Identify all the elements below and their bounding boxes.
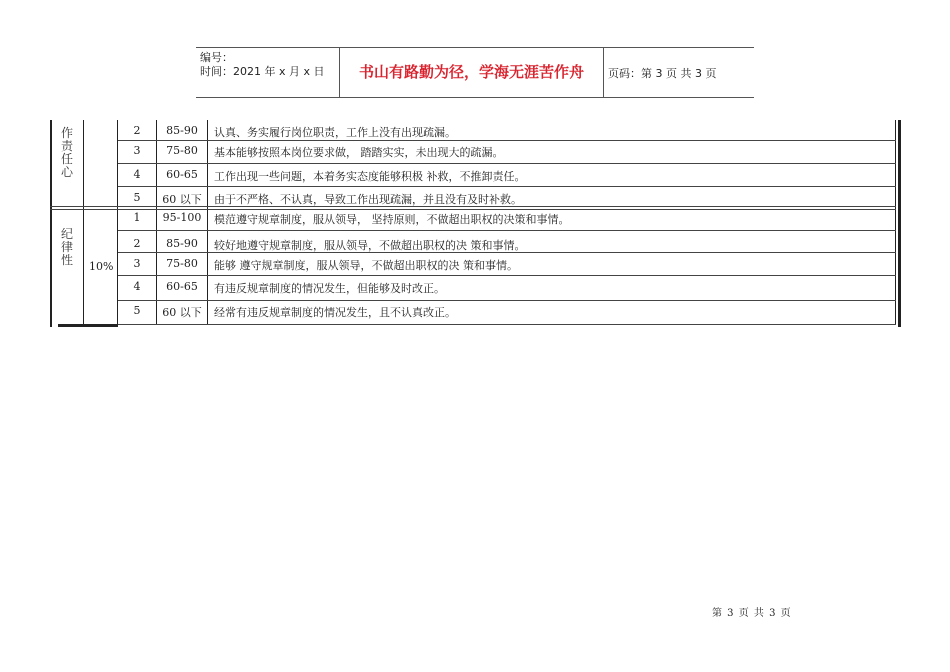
- category-weight: 10%: [89, 260, 114, 273]
- row-level: 3: [133, 257, 141, 270]
- row-desc: 认真、务实履行岗位职责，工作上没有出现疏漏。: [214, 126, 456, 139]
- table-left-border: [50, 120, 52, 327]
- category-responsibility: 作责任心: [60, 126, 73, 179]
- row-desc: 有违反规章制度的情况发生，但能够及时改正。: [214, 282, 445, 295]
- row-desc: 基本能够按照本岗位要求做， 踏踏实实，未出现大的疏漏。: [214, 146, 504, 159]
- row-desc: 由于不严格、不认真，导致工作出现疏漏，并且没有及时补救。: [214, 193, 522, 206]
- row-range: 60-65: [166, 168, 198, 181]
- col-line: [83, 120, 84, 325]
- row-line: [118, 275, 896, 276]
- category-discipline: 纪律性: [60, 227, 73, 267]
- row-range: 60-65: [166, 280, 198, 293]
- row-level: 2: [133, 124, 141, 137]
- row-line: [118, 230, 896, 231]
- row-range: 85-90: [166, 124, 198, 137]
- row-level: 1: [133, 211, 141, 224]
- row-range: 60 以下: [162, 193, 202, 206]
- section-line: [50, 209, 896, 210]
- header-meta: [196, 48, 339, 97]
- table-bottom-border: [58, 324, 118, 327]
- code-label: 编号：: [200, 51, 233, 64]
- col-line: [895, 120, 896, 325]
- row-range: 60 以下: [162, 306, 202, 319]
- evaluation-table: [50, 120, 900, 327]
- row-line: [118, 140, 896, 141]
- document-header: [196, 47, 754, 98]
- table-right-border: [898, 120, 901, 327]
- row-desc: 模范遵守规章制度，服从领导， 坚持原则，不做超出职权的决策和事情。: [214, 213, 570, 226]
- date-label: 时间：2021 年 x 月 x 日: [200, 65, 325, 78]
- row-range: 75-80: [166, 144, 198, 157]
- row-desc: 工作出现一些问题，本着务实态度能够积极 补救，不推卸责任。: [214, 170, 526, 183]
- row-level: 5: [133, 304, 141, 317]
- row-range: 75-80: [166, 257, 198, 270]
- motto: 书山有路勤为径，学海无涯苦作舟: [339, 48, 604, 97]
- page-footer: 第 3 页 共 3 页: [712, 608, 792, 619]
- row-level: 2: [133, 237, 141, 250]
- row-level: 4: [133, 280, 141, 293]
- row-desc: 经常有违反规章制度的情况发生，且不认真改正。: [214, 306, 456, 319]
- row-line: [118, 300, 896, 301]
- row-desc: 较好地遵守规章制度，服从领导，不做超出职权的决 策和事情。: [214, 239, 526, 252]
- row-level: 4: [133, 168, 141, 181]
- row-level: 5: [133, 191, 141, 204]
- row-level: 3: [133, 144, 141, 157]
- row-line: [118, 186, 896, 187]
- page-label: 页码：第 3 页 共 3 页: [608, 67, 717, 80]
- row-range: 95-100: [162, 211, 202, 224]
- row-range: 85-90: [166, 237, 198, 250]
- row-line: [118, 163, 896, 164]
- row-desc: 能够 遵守规章制度，服从领导，不做超出职权的决 策和事情。: [214, 259, 518, 272]
- row-line: [118, 324, 896, 325]
